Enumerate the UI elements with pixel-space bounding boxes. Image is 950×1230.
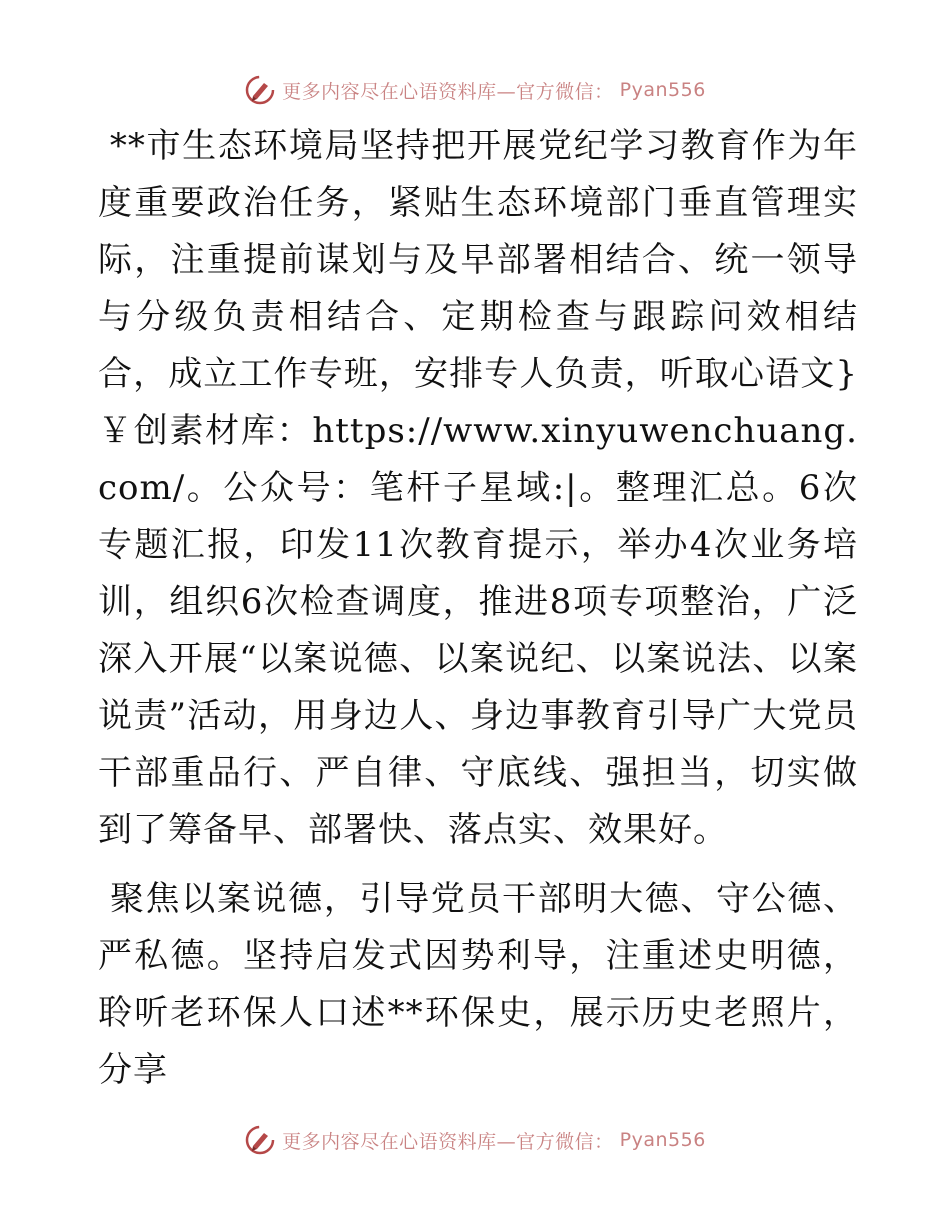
footer-wechat-id: Pyan556 [619,1129,706,1151]
paragraph-1: **市生态环境局坚持把开展党纪学习教育作为年度重要政治任务，紧贴生态环境部门垂直管理实际，注重提前谋划与及早部署相结合、统一领导与分级负责相结合、定期检查与跟踪问效相结合，成立工作专班，安排专人负责，听取心语文}￥创素材库：https://www.xinyuwenchuang.com/。公众号：笔杆子星域:|。整理汇总。6次专题汇报，印发11次教育提示，举办4次业务培训，组织6次检查调度，推进8项专项整治，广泛深入开展“以案说德、以案说纪、以案说法、以案说责”活动，用身边人、身边事教育引导广大党员干部重品行、严自律、守底线、强担当，切实做到了筹备早、部署快、落点实、效果好。 [98,126,858,850]
header-wechat-id: Pyan556 [619,79,706,101]
pen-logo-icon [244,1124,276,1156]
header-banner-text: 更多内容尽在心语资料库—官方微信： [282,80,614,103]
body-content [98,118,858,1099]
pen-logo-icon [244,74,276,106]
paragraph-2: 聚焦以案说德，引导党员干部明大德、守公德、严私德。坚持启发式因势利导，注重述史明德，聆听老环保人口述**环保史，展示历史老照片，分享 [98,879,858,1090]
header-banner [0,74,950,106]
footer-banner-text: 更多内容尽在心语资料库—官方微信： [282,1130,614,1153]
footer-banner [0,1124,950,1156]
